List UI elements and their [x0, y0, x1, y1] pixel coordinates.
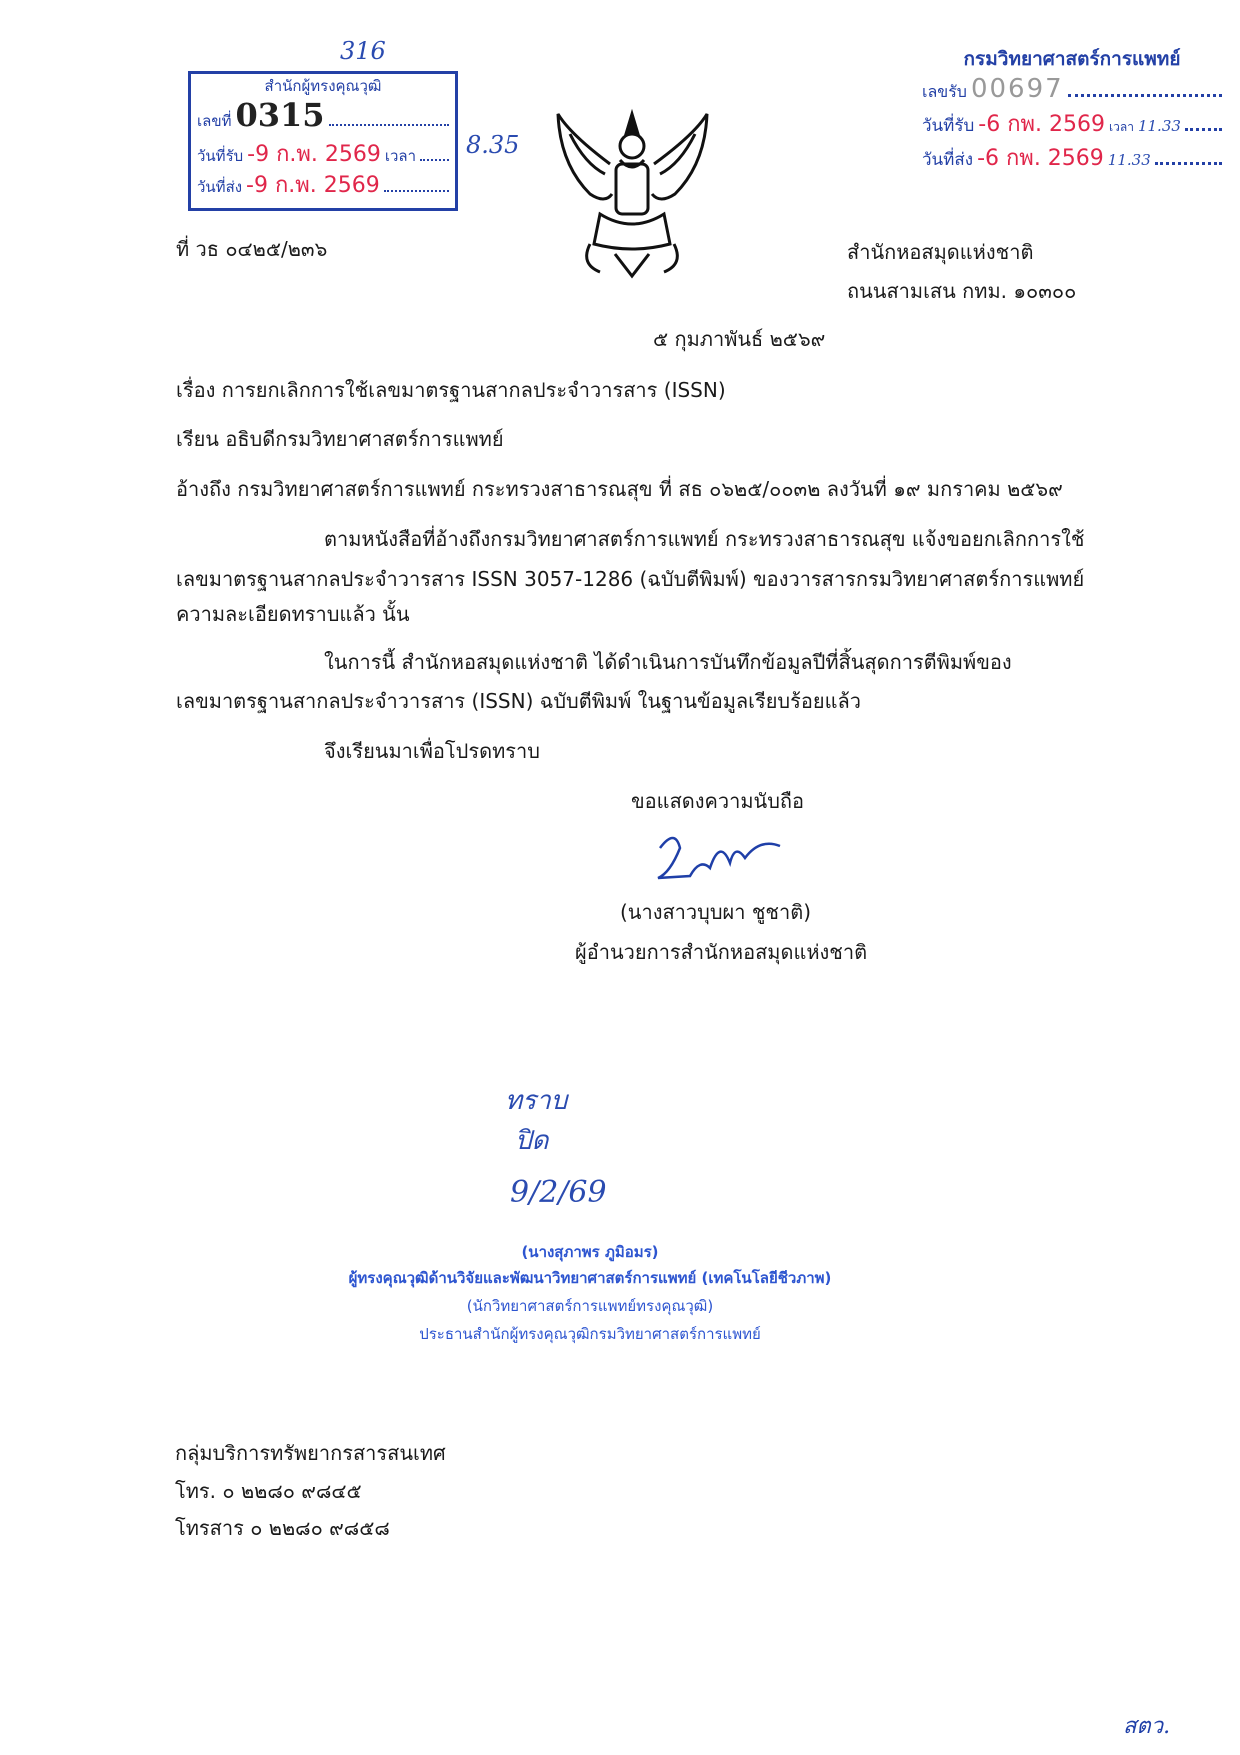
addressee: เรียน อธิบดีกรมวิทยาศาสตร์การแพทย์ [176, 427, 504, 451]
signature [650, 828, 790, 892]
received-label: วันที่รับ [922, 116, 975, 136]
salutation: ขอแสดงความนับถือ [631, 789, 805, 813]
signer-name: (นางสาวบุบผา ชูชาติ) [620, 900, 812, 924]
handwritten-note: ทราบ [505, 1086, 568, 1116]
stamp-office: สำนักผู้ทรงคุณวุฒิ [264, 77, 382, 95]
letter-date: ๕ กุมภาพันธ์ ๒๕๖๙ [653, 327, 826, 351]
received-date: -6 กพ. 2569 [978, 112, 1106, 137]
garuda-emblem [550, 104, 715, 279]
stamp-position: ผู้ทรงคุณวุฒิด้านวิจัยและพัฒนาวิทยาศาสตร์การแพทย์ (เทคโนโลยีชีวภาพ) [348, 1269, 832, 1287]
time-label: เวลา [384, 147, 417, 165]
sender-address-line: ถนนสามเสน กทม. ๑๐๓๐๐ [847, 279, 1077, 303]
stamp-name: (นางสุภาพร ภูมิอมร) [521, 1243, 659, 1261]
subject: เรื่อง การยกเลิกการใช้เลขมาตรฐานสากลประจำวารสาร (ISSN) [176, 378, 726, 402]
footer-fax: โทรสาร ๐ ๒๒๘๐ ๙๘๕๘ [175, 1516, 390, 1540]
number-label: เลขรับ [922, 82, 967, 101]
reference-number: ที่ วธ ๐๔๒๕/๒๓๖ [176, 237, 328, 261]
sent-date: -6 กพ. 2569 [977, 146, 1104, 171]
received-time: 8.35 [466, 131, 520, 159]
receipt-stamp-right [922, 46, 1222, 176]
paragraph2-line: เลขมาตรฐานสากลประจำวารสาร (ISSN) ฉบับตีพิมพ์ ในฐานข้อมูลเรียบร้อยแล้ว [176, 689, 861, 713]
sender-address-line: สำนักหอสมุดแห่งชาติ [847, 240, 1034, 264]
stamp-number: 0315 [235, 96, 325, 134]
handwritten-date: 9/2/69 [510, 1175, 607, 1210]
sent-date: -9 ก.พ. 2569 [246, 173, 380, 198]
stamp-title: (นักวิทยาศาสตร์การแพทย์ทรงคุณวุฒิ) [466, 1297, 714, 1315]
paragraph1-line: ความละเอียดทราบแล้ว นั้น [176, 602, 410, 626]
footer-department: กลุ่มบริการทรัพยากรสารสนเทศ [175, 1441, 446, 1465]
received-date: -9 ก.พ. 2569 [247, 142, 381, 167]
footer-phone: โทร. ๐ ๒๒๘๐ ๙๘๔๕ [175, 1479, 362, 1503]
reference: อ้างถึง กรมวิทยาศาสตร์การแพทย์ กระทรวงสาธารณสุข ที่ สธ ๐๖๒๕/๐๐๓๒ ลงวันที่ ๑๙ มกราคม ๒๕๖๙ [176, 477, 1063, 501]
page-mark: สตว. [1123, 1714, 1171, 1739]
stamp-number: 00697 [970, 74, 1064, 104]
received-label: วันที่รับ [197, 147, 244, 165]
number-label: เลขที่ [197, 112, 232, 130]
handwritten-number: 316 [340, 37, 386, 65]
received-time: 11.33 [1137, 117, 1181, 135]
stamp-department: กรมวิทยาศาสตร์การแพทย์ [963, 48, 1181, 70]
signer-position: ผู้อำนวยการสำนักหอสมุดแห่งชาติ [575, 940, 868, 964]
paragraph1-line: ตามหนังสือที่อ้างถึงกรมวิทยาศาสตร์การแพทย์ กระทรวงสาธารณสุข แจ้งขอยกเลิกการใช้ [324, 527, 1085, 551]
sent-time: 11.33 [1107, 151, 1151, 169]
paragraph1-line: เลขมาตรฐานสากลประจำวารสาร ISSN 3057-1286 (ฉบับตีพิมพ์) ของวารสารกรมวิทยาศาสตร์การแพทย์ [176, 567, 1085, 591]
paragraph2-line: ในการนี้ สำนักหอสมุดแห่งชาติ ได้ดำเนินการบันทึกข้อมูลปีที่สิ้นสุดการตีพิมพ์ของ [324, 650, 1012, 674]
closing-line: จึงเรียนมาเพื่อโปรดทราบ [324, 739, 540, 763]
stamp-office: ประธานสำนักผู้ทรงคุณวุฒิกรมวิทยาศาสตร์การแพทย์ [419, 1325, 761, 1343]
handwritten-note: ปิด [515, 1126, 549, 1156]
sent-label: วันที่ส่ง [922, 150, 974, 170]
receipt-stamp-left [188, 71, 458, 211]
sent-label: วันที่ส่ง [197, 178, 243, 196]
time-label: เวลา [1109, 120, 1134, 134]
